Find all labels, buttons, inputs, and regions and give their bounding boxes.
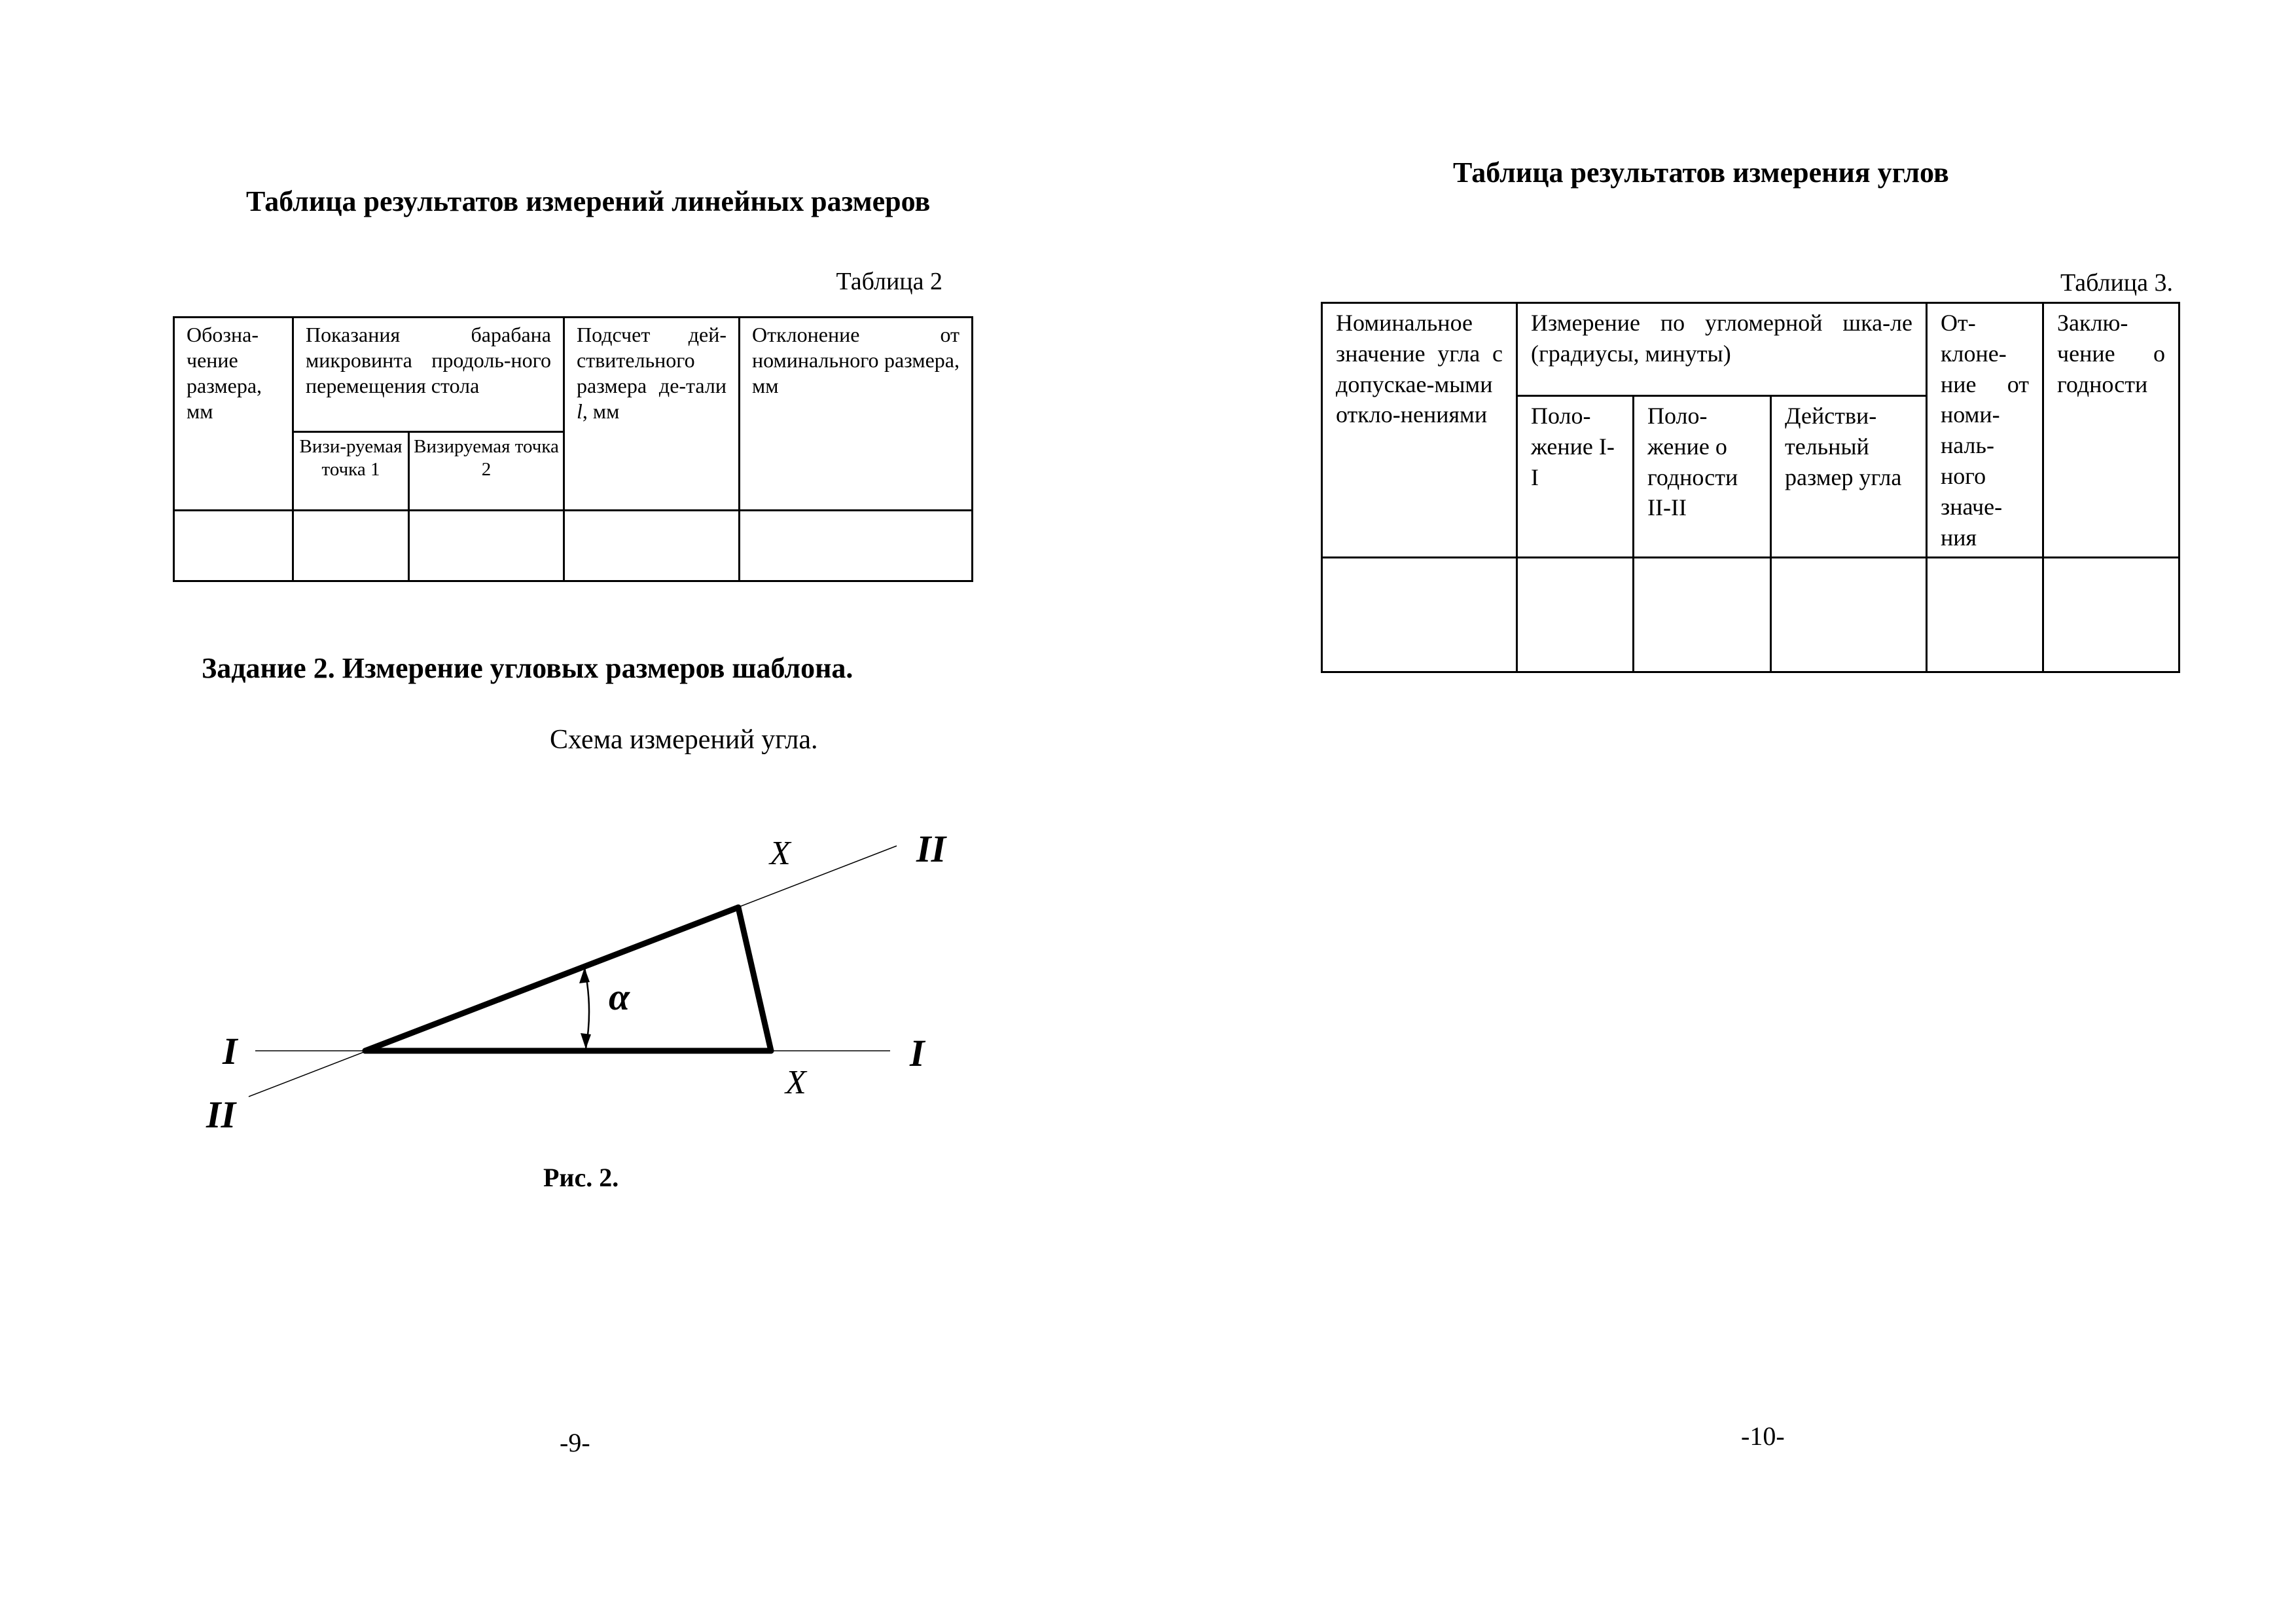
header-position-ii-ii: Поло-жение о годности II-II — [1634, 395, 1771, 557]
header-nominal-angle: Номинальное значение угла с допускае-мыми откло-нениями — [1322, 303, 1517, 558]
table-cell — [1322, 558, 1517, 672]
header-actual-size: Подсчет дей-ствительного размера де-тали l, мм — [564, 318, 740, 511]
i-label-left: I — [223, 1030, 238, 1072]
table-cell — [174, 511, 293, 581]
ii-label-bottom: II — [206, 1093, 236, 1136]
angle-measurement-diagram — [196, 812, 982, 1152]
table-cell — [1927, 558, 2043, 672]
table-row — [1322, 558, 2179, 672]
table-cell — [740, 511, 973, 581]
page-number-left: -9- — [560, 1428, 590, 1457]
i-label-right: I — [910, 1032, 925, 1074]
header-sight-point-1: Визи-руемая точка 1 — [293, 432, 409, 511]
table-row — [174, 511, 973, 581]
right-page-title: Таблица результатов измерения углов — [1453, 156, 1949, 189]
table-cell — [1771, 558, 1927, 672]
table-cell — [2043, 558, 2179, 672]
left-page-title: Таблица результатов измерений линейных размеров — [246, 185, 931, 217]
angle-measurements-table — [1321, 302, 2180, 673]
table-cell — [1634, 558, 1771, 672]
x-label-top: X — [770, 835, 791, 872]
header-micrometer-readings: Показания барабана микровинта продоль-ного перемещения стола — [293, 318, 564, 432]
triangle-side — [738, 907, 771, 1051]
table-3-caption: Таблица 3. — [2060, 269, 2173, 297]
table-cell — [564, 511, 740, 581]
header-deviation: Отклонение от номинального размера, мм — [740, 318, 973, 511]
header-actual-angle: Действи-тельный размер угла — [1771, 395, 1927, 557]
triangle-hypotenuse — [365, 907, 738, 1051]
arc-arrowhead-bottom — [581, 1033, 591, 1049]
alpha-label: α — [609, 976, 630, 1018]
figure-caption: Рис. 2. — [543, 1163, 619, 1192]
task-2-title: Задание 2. Измерение угловых размеров шаблона. — [202, 652, 853, 684]
table-cell — [409, 511, 564, 581]
scheme-title: Схема измерений угла. — [550, 725, 818, 755]
table-cell — [1517, 558, 1634, 672]
header-conclusion: Заклю-чение о годности — [2043, 303, 2179, 558]
header-position-i-i: Поло-жение I-I — [1517, 395, 1634, 557]
header-sight-point-2: Визируемая точка 2 — [409, 432, 564, 511]
header-deviation-nominal: От-клоне-ние от номи-наль-ного значе-ния — [1927, 303, 2043, 558]
header-goniometer-measurement: Измерение по угломерной шка-ле (градиусы, минуты) — [1517, 303, 1927, 396]
table-cell — [293, 511, 409, 581]
header-designation: Обозна-чение размера, мм — [174, 318, 293, 511]
linear-measurements-table — [173, 316, 973, 582]
x-label-bottom: X — [785, 1064, 806, 1101]
table-2-caption: Таблица 2 — [836, 268, 942, 295]
page-number-right: -10- — [1741, 1421, 1785, 1451]
ii-label-top: II — [916, 828, 946, 870]
